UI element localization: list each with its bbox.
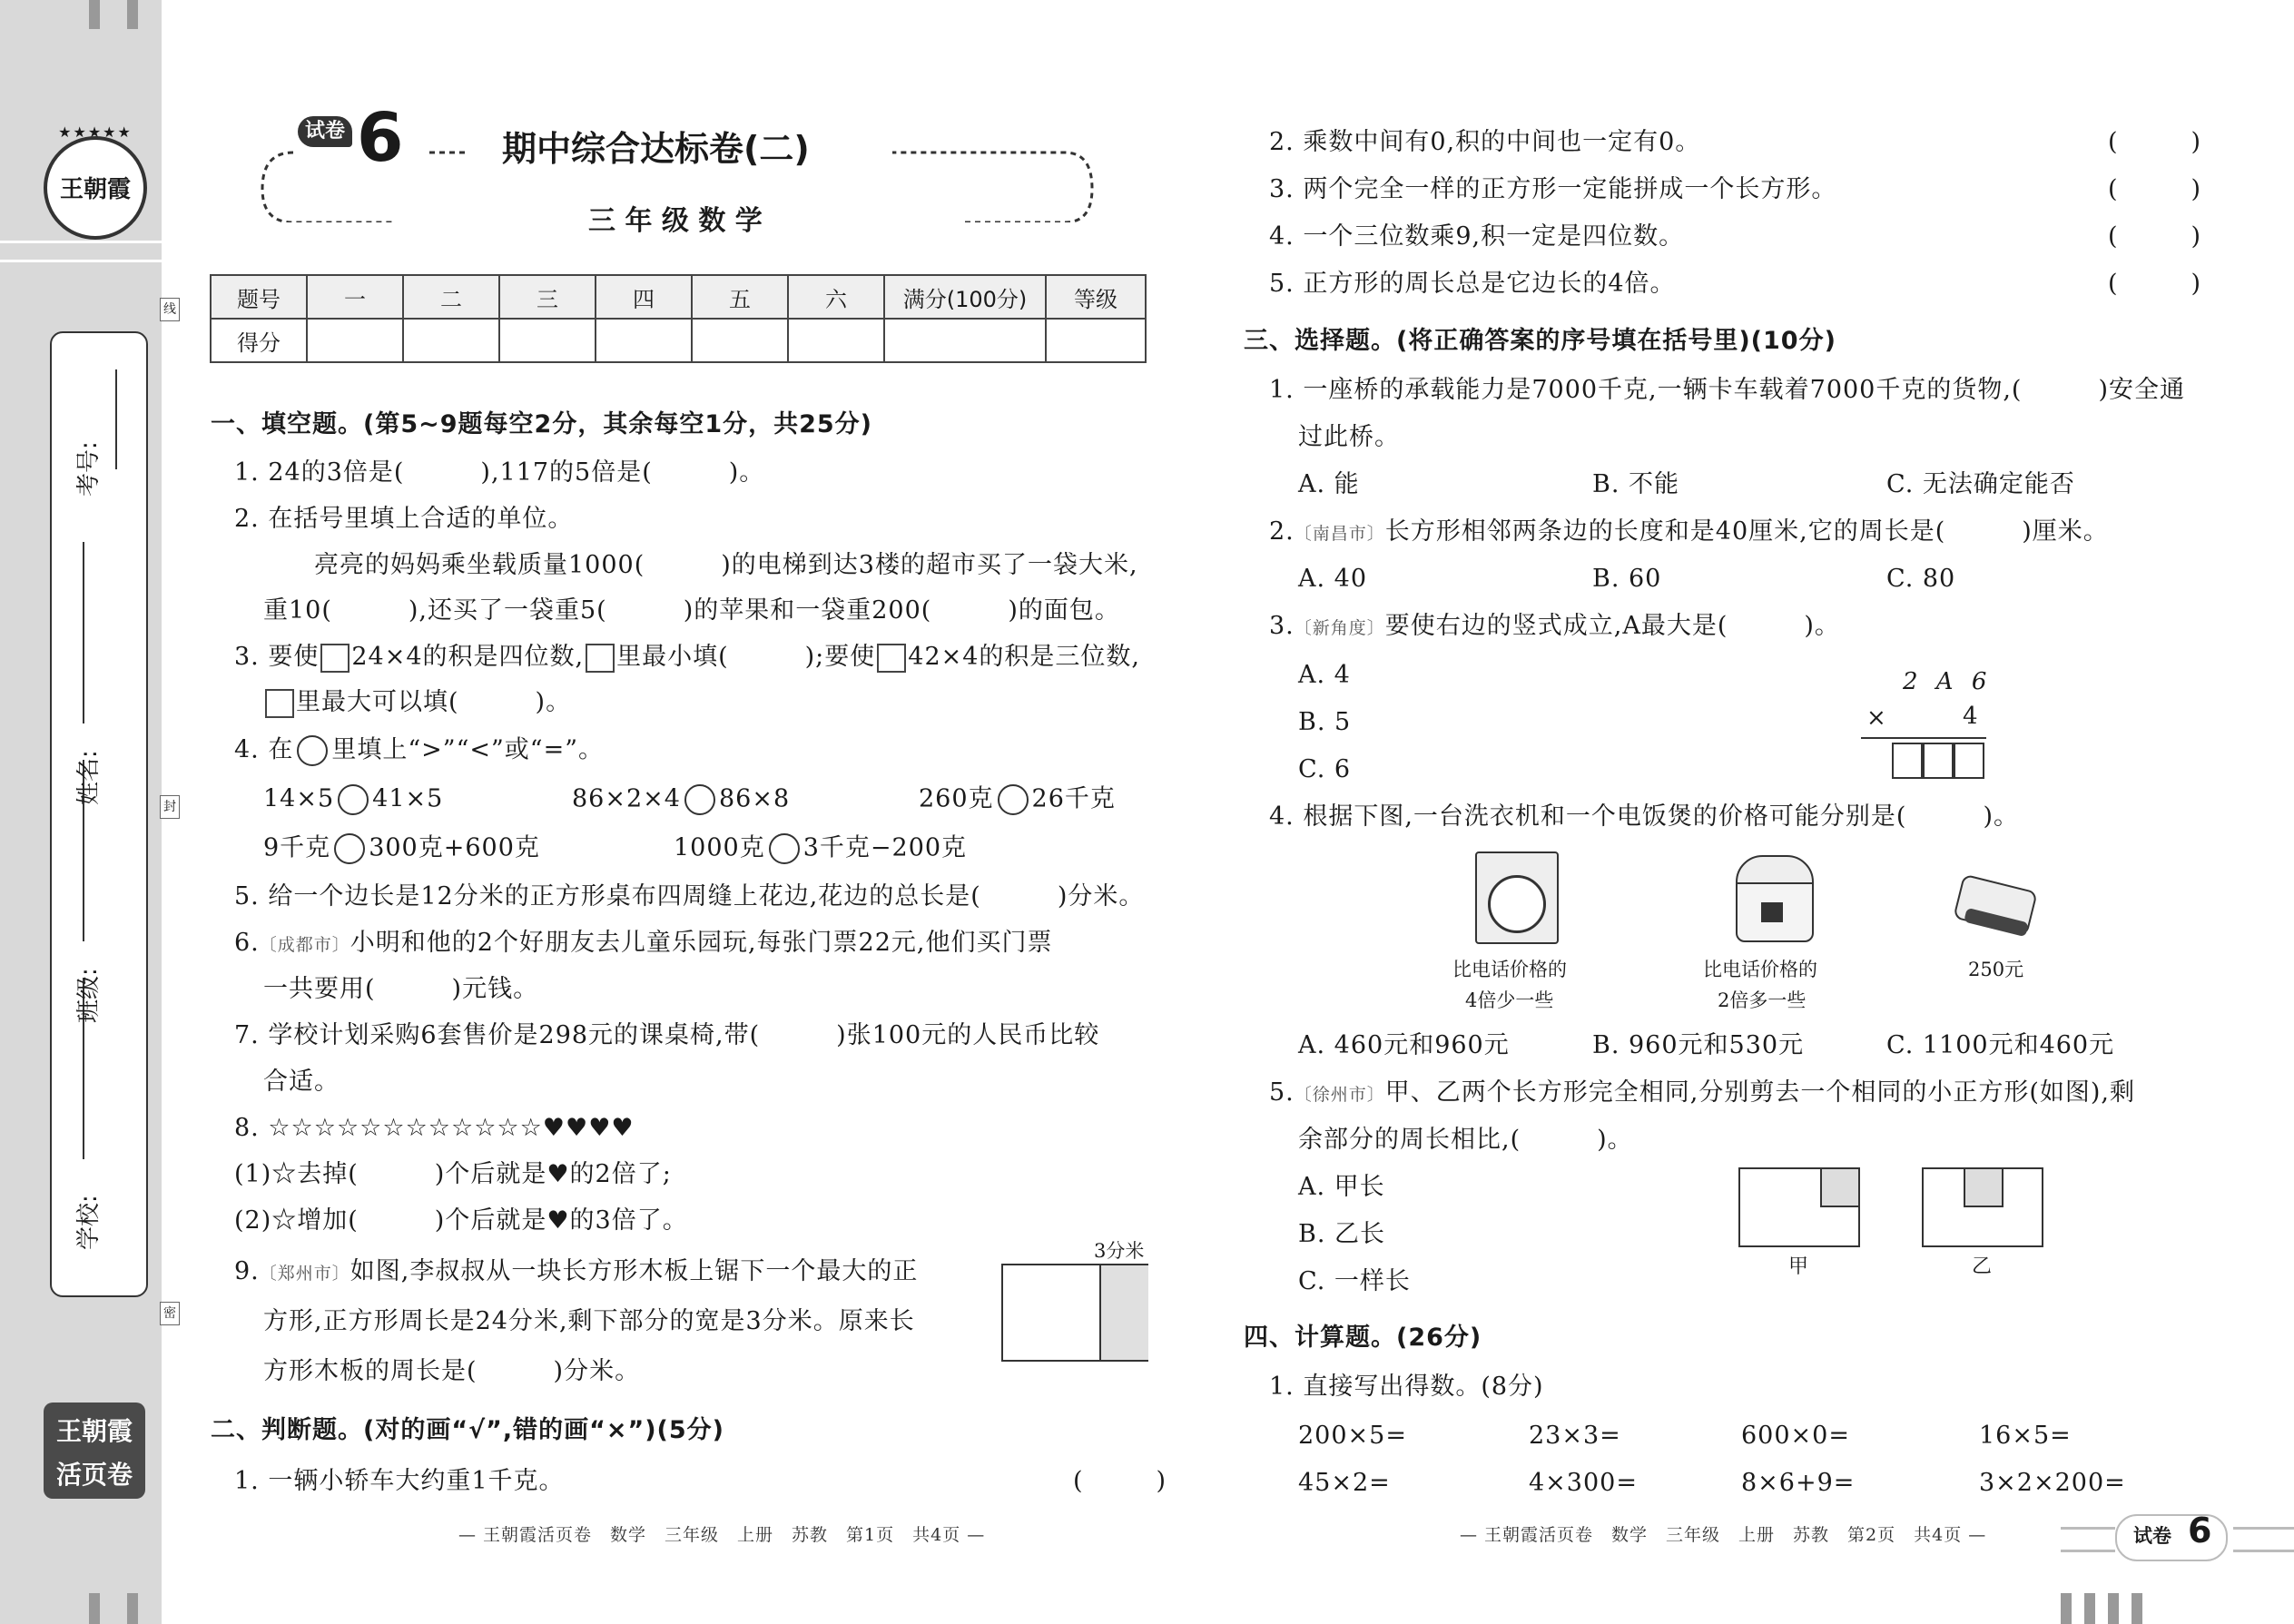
- logo: ★★★★★ 王朝霞: [44, 136, 147, 240]
- question-9-line-3: 方形木板的周长是( )分米。: [263, 1357, 641, 1385]
- paper-header: [257, 99, 1098, 237]
- washing-machine-icon: [1475, 851, 1566, 942]
- blank-box: [265, 689, 294, 718]
- blank-box: [877, 644, 906, 673]
- judge-5: 5. 正方形的周长总是它边长的4倍。: [1269, 270, 1676, 298]
- school-label: 学校:: [75, 1195, 103, 1250]
- choice-5-line-1: 5.〔徐州市〕甲、乙两个长方形完全相同,分别剪去一个相同的小正方形(如图),剩: [1269, 1078, 2136, 1107]
- q4-item: 9千克 300克+600克: [263, 833, 540, 864]
- choice-2: 2.〔南昌市〕长方形相邻两条边的长度和是40厘米,它的周长是( )厘米。: [1269, 517, 2109, 546]
- choice-option[interactable]: C. 一样长: [1298, 1267, 1411, 1295]
- question-7-line-2: 合适。: [263, 1068, 340, 1096]
- page-footer-left: — 王朝霞活页卷 数学 三年级 上册 苏教 第1页 共4页 —: [458, 1525, 986, 1545]
- score-cell[interactable]: [1046, 319, 1146, 362]
- score-cell[interactable]: [884, 319, 1046, 362]
- question-3-line-1: 3. 要使 24×4的积是四位数, 里最小填( );要使 42×4的积是三位数,: [234, 643, 1141, 671]
- region-tag: 〔新角度〕: [1294, 618, 1385, 638]
- q4-item: 1000克 3千克−200克: [674, 833, 967, 864]
- region-tag: 〔成都市〕: [259, 935, 350, 955]
- score-header-cell: 五: [692, 275, 788, 319]
- rectangle-jia-label: 甲: [1788, 1255, 1809, 1278]
- compare-circle[interactable]: [998, 784, 1029, 815]
- judge-1: 1. 一辆小轿车大约重1千克。: [234, 1467, 565, 1495]
- question-9-line-1: 9.〔郑州市〕如图,李叔叔从一块长方形木板上锯下一个最大的正: [234, 1257, 919, 1285]
- choice-option[interactable]: C. 1100元和460元: [1886, 1031, 2115, 1059]
- calc-item[interactable]: 16×5=: [1979, 1422, 2072, 1450]
- question-8-part-2: (2)☆增加( )个后就是♥的3倍了。: [234, 1206, 688, 1235]
- telephone-price: 250元: [1968, 959, 2024, 980]
- calc-item[interactable]: 23×3=: [1529, 1422, 1621, 1450]
- choice-4: 4. 根据下图,一台洗衣机和一个电饭煲的价格可能分别是( )。: [1269, 802, 2019, 831]
- student-info-box: [50, 331, 148, 1297]
- blank-box: [320, 644, 350, 673]
- calc-item[interactable]: 3×2×200=: [1979, 1469, 2126, 1497]
- question-2-line-1: 亮亮的妈妈乘坐载质量1000( )的电梯到达3楼的超市买了一袋大米,: [314, 551, 1138, 579]
- answer-parens[interactable]: ( ): [1073, 1467, 1167, 1495]
- question-2-line-2: 重10( ),还买了一袋重5( )的苹果和一袋重200( )的面包。: [263, 596, 1120, 625]
- region-tag: 〔郑州市〕: [259, 1264, 350, 1284]
- choice-option[interactable]: A. 能: [1298, 470, 1360, 498]
- calc-item[interactable]: 200×5=: [1298, 1422, 1407, 1450]
- question-8-part-1: (1)☆去掉( )个后就是♥的2倍了;: [234, 1160, 672, 1188]
- choice-option[interactable]: A. 甲长: [1298, 1173, 1385, 1201]
- choice-5-line-2: 余部分的周长相比,( )。: [1298, 1126, 1633, 1154]
- vertical-multiplication: 2 A 6 × 4: [1861, 668, 1988, 777]
- test-badge: 试卷: [298, 116, 352, 147]
- choice-option[interactable]: B. 960元和530元: [1592, 1031, 1805, 1059]
- test-number: 6: [357, 99, 404, 177]
- section-calculation-heading: 四、计算题。(26分): [1244, 1324, 1482, 1352]
- score-cell[interactable]: [499, 319, 596, 362]
- section-fill-blank-heading: 一、填空题。(第5~9题每空2分，其余每空1分，共25分): [211, 410, 873, 438]
- choice-option[interactable]: A. 460元和960元: [1298, 1031, 1510, 1059]
- choice-option[interactable]: B. 乙长: [1298, 1220, 1386, 1248]
- calc-question-1: 1. 直接写出得数。(8分): [1269, 1373, 1544, 1401]
- washing-machine-caption-2: 4倍少一些: [1465, 989, 1554, 1011]
- blank-box: [586, 644, 615, 673]
- score-header-cell: 三: [499, 275, 596, 319]
- question-5: 5. 给一个边长是12分米的正方形桌布四周缝上花边,花边的总长是( )分米。: [234, 882, 1145, 910]
- telephone-icon: [1952, 873, 2039, 937]
- question-3-line-2: 里最大可以填( )。: [263, 688, 571, 718]
- score-cell[interactable]: [788, 319, 884, 362]
- page-subtitle: 三 年 级 数 学: [570, 205, 781, 238]
- bind-mark-seal: 封: [160, 795, 180, 819]
- washing-machine-caption-1: 比电话价格的: [1452, 959, 1567, 980]
- answer-parens[interactable]: ( ): [2108, 270, 2201, 298]
- q4-item: 14×5 41×5: [263, 784, 443, 815]
- score-cell[interactable]: [403, 319, 499, 362]
- choice-3: 3.〔新角度〕要使右边的竖式成立,A最大是( )。: [1269, 612, 1840, 640]
- score-row: [211, 319, 1146, 362]
- compare-circle[interactable]: [769, 833, 800, 864]
- calc-item[interactable]: 45×2=: [1298, 1469, 1391, 1497]
- rectangle-yi-label: 乙: [1972, 1255, 1993, 1278]
- score-header-cell: 六: [788, 275, 884, 319]
- judge-2: 2. 乘数中间有0,积的中间也一定有0。: [1269, 128, 1701, 156]
- bind-mark-line: 线: [160, 298, 180, 321]
- score-header-cell: 题号: [211, 275, 307, 319]
- choice-option[interactable]: A. 4: [1298, 661, 1351, 689]
- score-header-cell: 等级: [1046, 275, 1146, 319]
- answer-parens[interactable]: ( ): [2108, 222, 2201, 251]
- question-6-line-1: 6.〔成都市〕小明和他的2个好朋友去儿童乐园玩,每张门票22元,他们买门票: [234, 929, 1053, 957]
- choice-option[interactable]: B. 5: [1298, 708, 1352, 736]
- question-7-line-1: 7. 学校计划采购6套售价是298元的课桌椅,带( )张100元的人民币比较: [234, 1021, 1100, 1049]
- compare-circle[interactable]: [334, 833, 365, 864]
- answer-parens[interactable]: ( ): [2108, 175, 2201, 203]
- question-8: 8. ☆☆☆☆☆☆☆☆☆☆☆☆♥♥♥♥: [234, 1114, 635, 1142]
- score-header-cell: 满分(100分): [884, 275, 1046, 319]
- section-choice-heading: 三、选择题。(将正确答案的序号填在括号里)(10分): [1244, 327, 1836, 355]
- board-figure: [1001, 1264, 1148, 1362]
- judge-3: 3. 两个完全一样的正方形一定能拼成一个长方形。: [1269, 175, 1837, 203]
- bind-mark-secret: 密: [160, 1302, 180, 1325]
- rice-cooker-icon: [1732, 855, 1814, 942]
- choice-option[interactable]: C. 80: [1886, 565, 1956, 593]
- question-4: 4. 在 里填上“>”“<”或“=”。: [234, 735, 604, 766]
- compare-circle[interactable]: [684, 784, 715, 815]
- q4-item: 86×2×4 86×8: [572, 784, 790, 815]
- compare-circle: [297, 735, 328, 766]
- rectangle-jia: [1738, 1167, 1860, 1247]
- binding-strip: [0, 0, 176, 1624]
- score-header-row: [211, 275, 1146, 319]
- compare-circle[interactable]: [338, 784, 369, 815]
- region-tag: 〔南昌市〕: [1294, 524, 1385, 544]
- score-cell[interactable]: [596, 319, 692, 362]
- question-1: 1. 24的3倍是( ),117的5倍是( )。: [234, 458, 765, 487]
- choice-option[interactable]: B. 不能: [1592, 470, 1680, 498]
- corner-badge: 试卷 6: [2061, 1509, 2294, 1563]
- score-header-cell: 二: [403, 275, 499, 319]
- exam-number-label: 考号:: [75, 441, 103, 497]
- name-label: 姓名:: [75, 750, 103, 805]
- choice-option[interactable]: B. 60: [1592, 565, 1662, 593]
- judge-4: 4. 一个三位数乘9,积一定是四位数。: [1269, 222, 1685, 251]
- choice-1-line-2: 过此桥。: [1298, 423, 1400, 451]
- rectangle-yi: [1922, 1167, 2043, 1247]
- section-true-false-heading: 二、判断题。(对的画“√”,错的画“×”)(5分): [211, 1416, 725, 1444]
- class-label: 班级:: [75, 968, 103, 1023]
- score-row-label: 得分: [211, 319, 307, 362]
- page-title: 期中综合达标卷(二): [502, 129, 810, 169]
- q4-item: 260克 26千克: [919, 784, 1116, 815]
- score-header-cell: 四: [596, 275, 692, 319]
- choice-option[interactable]: C. 无法确定能否: [1886, 470, 2075, 498]
- calc-item[interactable]: 4×300=: [1529, 1469, 1638, 1497]
- choice-option[interactable]: C. 6: [1298, 755, 1352, 783]
- page-footer-right: — 王朝霞活页卷 数学 三年级 上册 苏教 第2页 共4页 —: [1460, 1525, 1987, 1545]
- choice-option[interactable]: A. 40: [1298, 565, 1368, 593]
- score-header-cell: 一: [307, 275, 403, 319]
- score-cell[interactable]: [692, 319, 788, 362]
- question-6-line-2: 一共要用( )元钱。: [263, 975, 539, 1003]
- rice-cooker-caption-1: 比电话价格的: [1703, 959, 1817, 980]
- brand-badge: 王朝霞 活页卷: [44, 1403, 145, 1499]
- calc-item[interactable]: 8×6+9=: [1741, 1469, 1856, 1497]
- score-table: [210, 274, 1147, 363]
- region-tag: 〔徐州市〕: [1294, 1085, 1385, 1105]
- choice-1-line-1: 1. 一座桥的承载能力是7000千克,一辆卡车载着7000千克的货物,( )安全通: [1269, 376, 2186, 404]
- question-9-line-2: 方形,正方形周长是24分米,剩下部分的宽是3分米。原来长: [263, 1307, 915, 1335]
- question-2: 2. 在括号里填上合适的单位。: [234, 505, 574, 533]
- calc-item[interactable]: 600×0=: [1741, 1422, 1850, 1450]
- rice-cooker-caption-2: 2倍多一些: [1718, 989, 1807, 1011]
- answer-parens[interactable]: ( ): [2108, 128, 2201, 156]
- board-figure-label: 3分米: [1094, 1240, 1145, 1262]
- score-cell[interactable]: [307, 319, 403, 362]
